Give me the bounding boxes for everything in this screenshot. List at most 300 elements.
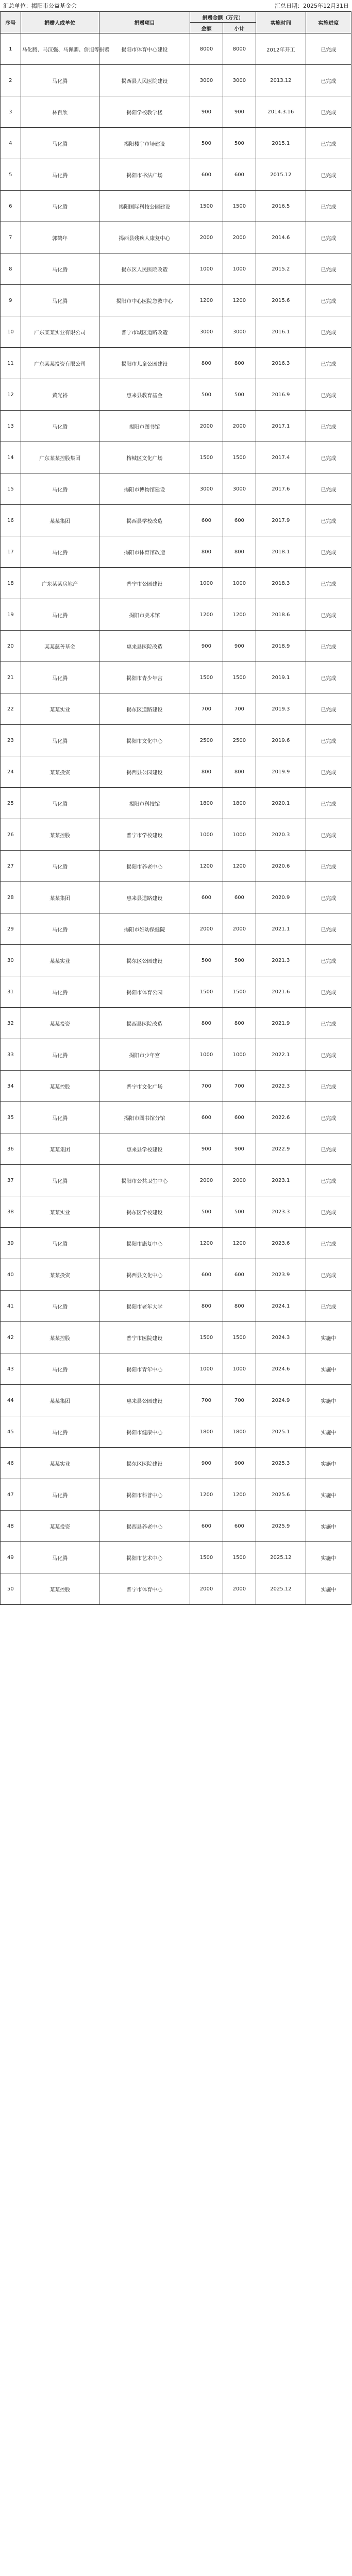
cell-subtotal: 2000 (223, 1573, 256, 1605)
cell-subtotal: 1000 (223, 253, 256, 285)
table-row (1, 662, 351, 693)
cell-subtotal: 3000 (223, 316, 256, 348)
cell-project: 惠来县学校建设 (99, 1133, 190, 1165)
cell-no: 11 (1, 348, 21, 379)
cell-amount: 2000 (190, 411, 223, 442)
table-row (1, 1542, 351, 1573)
cell-no: 10 (1, 316, 21, 348)
table-row (1, 882, 351, 913)
cell-subtotal: 900 (223, 1448, 256, 1479)
cell-start: 2022.9 (256, 1133, 306, 1165)
cell-project: 普宁市体育中心 (99, 1573, 190, 1605)
cell-amount: 1200 (190, 599, 223, 631)
cell-progress: 已完成 (306, 128, 351, 159)
cell-amount: 700 (190, 1071, 223, 1102)
cell-project: 揭西县残疾人康复中心 (99, 222, 190, 253)
cell-progress: 已完成 (306, 662, 351, 693)
cell-subtotal: 2500 (223, 725, 256, 756)
cell-project: 揭阳市少年宫 (99, 1039, 190, 1071)
cell-unit: 某某控股 (21, 1071, 99, 1102)
cell-unit: 某某控股 (21, 1322, 99, 1353)
cell-subtotal: 1500 (223, 1542, 256, 1573)
cell-no: 15 (1, 473, 21, 505)
cell-unit: 某某实业 (21, 1448, 99, 1479)
cell-start: 2025.6 (256, 1479, 306, 1511)
cell-unit: 马化腾 (21, 913, 99, 945)
cell-project: 普宁市文化广场 (99, 1071, 190, 1102)
cell-amount: 700 (190, 693, 223, 725)
cell-unit: 马化腾 (21, 1039, 99, 1071)
cell-amount: 500 (190, 1196, 223, 1228)
cell-unit: 广东某某控股集团 (21, 442, 99, 473)
cell-no: 35 (1, 1102, 21, 1133)
cell-subtotal: 2000 (223, 1165, 256, 1196)
cell-amount: 2000 (190, 1165, 223, 1196)
cell-start: 2016.1 (256, 316, 306, 348)
cell-no: 26 (1, 819, 21, 851)
cell-start: 2021.3 (256, 945, 306, 976)
table-row (1, 1479, 351, 1511)
table-row (1, 128, 351, 159)
cell-unit: 马化腾 (21, 1353, 99, 1385)
cell-amount: 1500 (190, 191, 223, 222)
cell-unit: 某某投资 (21, 756, 99, 788)
cell-unit: 马化腾 (21, 536, 99, 568)
cell-progress: 已完成 (306, 882, 351, 913)
cell-no: 8 (1, 253, 21, 285)
cell-amount: 2500 (190, 725, 223, 756)
cell-project: 揭阳市老年大学 (99, 1291, 190, 1322)
cell-project: 揭阳市图书馆分馆 (99, 1102, 190, 1133)
cell-progress: 已完成 (306, 1102, 351, 1133)
cell-start: 2025.12 (256, 1542, 306, 1573)
cell-project: 揭阳市科技馆 (99, 788, 190, 819)
cell-project: 普宁市城区道路改造 (99, 316, 190, 348)
cell-subtotal: 1800 (223, 1416, 256, 1448)
cell-project: 揭阳市体育中心建设 (99, 33, 190, 65)
cell-no: 37 (1, 1165, 21, 1196)
cell-subtotal: 500 (223, 945, 256, 976)
table-row (1, 442, 351, 473)
cell-start: 2023.3 (256, 1196, 306, 1228)
cell-unit: 某某实业 (21, 945, 99, 976)
cell-no: 21 (1, 662, 21, 693)
cell-project: 揭阳市儿童公园建设 (99, 348, 190, 379)
cell-start: 2017.4 (256, 442, 306, 473)
cell-subtotal: 1500 (223, 442, 256, 473)
cell-unit: 马化腾 (21, 1228, 99, 1259)
cell-project: 揭东区学校建设 (99, 1196, 190, 1228)
cell-progress: 已完成 (306, 976, 351, 1008)
cell-subtotal: 1200 (223, 599, 256, 631)
cell-start: 2020.9 (256, 882, 306, 913)
cell-progress: 已完成 (306, 316, 351, 348)
cell-start: 2021.6 (256, 976, 306, 1008)
cell-no: 14 (1, 442, 21, 473)
cell-amount: 2000 (190, 913, 223, 945)
cell-start: 2018.1 (256, 536, 306, 568)
cell-subtotal: 700 (223, 1071, 256, 1102)
cell-progress: 已完成 (306, 348, 351, 379)
cell-amount: 800 (190, 756, 223, 788)
cell-start: 2017.9 (256, 505, 306, 536)
cell-no: 5 (1, 159, 21, 191)
cell-project: 揭阳市美术馆 (99, 599, 190, 631)
cell-subtotal: 1800 (223, 788, 256, 819)
cell-progress: 已完成 (306, 33, 351, 65)
cell-progress: 已完成 (306, 191, 351, 222)
cell-start: 2025.3 (256, 1448, 306, 1479)
cell-progress: 已完成 (306, 222, 351, 253)
cell-amount: 900 (190, 1448, 223, 1479)
cell-start: 2016.9 (256, 379, 306, 411)
cell-no: 16 (1, 505, 21, 536)
cell-start: 2012年开工 (256, 33, 306, 65)
cell-start: 2021.9 (256, 1008, 306, 1039)
cell-project: 揭阳市书法广场 (99, 159, 190, 191)
cell-subtotal: 1200 (223, 285, 256, 316)
cell-amount: 1800 (190, 1416, 223, 1448)
cell-unit: 某某实业 (21, 1196, 99, 1228)
col-header-progress: 实施进度 (306, 12, 351, 33)
cell-subtotal: 600 (223, 1511, 256, 1542)
cell-amount: 1000 (190, 253, 223, 285)
cell-start: 2015.1 (256, 128, 306, 159)
cell-unit: 马化腾 (21, 662, 99, 693)
cell-progress: 已完成 (306, 1133, 351, 1165)
table-header-row (1, 12, 351, 23)
cell-unit: 马化腾、马汉强、马佩卿、詹旭等捐赠 (21, 33, 99, 65)
table-row (1, 1039, 351, 1071)
table-row (1, 505, 351, 536)
cell-unit: 马化腾 (21, 599, 99, 631)
cell-amount: 2000 (190, 222, 223, 253)
cell-amount: 1500 (190, 1322, 223, 1353)
cell-no: 40 (1, 1259, 21, 1291)
table-row (1, 1228, 351, 1259)
col-header-no: 序号 (1, 12, 21, 33)
cell-no: 9 (1, 285, 21, 316)
cell-start: 2025.12 (256, 1573, 306, 1605)
col-header-project: 捐赠项目 (99, 12, 190, 33)
cell-project: 揭阳市妇幼保健院 (99, 913, 190, 945)
cell-unit: 某某集团 (21, 505, 99, 536)
cell-unit: 马化腾 (21, 411, 99, 442)
table-row (1, 1291, 351, 1322)
cell-amount: 800 (190, 536, 223, 568)
cell-progress: 实施中 (306, 1542, 351, 1573)
cell-project: 惠来县医院改造 (99, 631, 190, 662)
cell-no: 6 (1, 191, 21, 222)
table-row (1, 1511, 351, 1542)
table-row (1, 348, 351, 379)
cell-amount: 3000 (190, 316, 223, 348)
cell-start: 2015.6 (256, 285, 306, 316)
col-header-unit: 捐赠人或单位 (21, 12, 99, 33)
cell-amount: 1500 (190, 662, 223, 693)
cell-unit: 某某投资 (21, 1511, 99, 1542)
cell-subtotal: 1200 (223, 1479, 256, 1511)
cell-unit: 马化腾 (21, 65, 99, 96)
cell-amount: 1200 (190, 851, 223, 882)
cell-amount: 500 (190, 945, 223, 976)
cell-amount: 1500 (190, 442, 223, 473)
cell-progress: 已完成 (306, 1071, 351, 1102)
cell-subtotal: 900 (223, 1133, 256, 1165)
cell-unit: 广东某某投资有限公司 (21, 348, 99, 379)
cell-no: 43 (1, 1353, 21, 1385)
cell-no: 7 (1, 222, 21, 253)
donation-table (0, 11, 351, 1605)
cell-subtotal: 1500 (223, 976, 256, 1008)
table-row (1, 599, 351, 631)
cell-progress: 已完成 (306, 1291, 351, 1322)
cell-subtotal: 800 (223, 756, 256, 788)
cell-unit: 马化腾 (21, 976, 99, 1008)
cell-progress: 已完成 (306, 1165, 351, 1196)
cell-amount: 600 (190, 159, 223, 191)
cell-start: 2022.3 (256, 1071, 306, 1102)
table-row (1, 756, 351, 788)
cell-no: 18 (1, 568, 21, 599)
table-row (1, 1448, 351, 1479)
cell-no: 25 (1, 788, 21, 819)
cell-progress: 已完成 (306, 599, 351, 631)
cell-amount: 600 (190, 1102, 223, 1133)
cell-subtotal: 1200 (223, 1228, 256, 1259)
cell-amount: 800 (190, 1008, 223, 1039)
cell-start: 2023.1 (256, 1165, 306, 1196)
cell-start: 2016.3 (256, 348, 306, 379)
cell-subtotal: 1000 (223, 819, 256, 851)
cell-amount: 1200 (190, 1228, 223, 1259)
cell-start: 2025.1 (256, 1416, 306, 1448)
cell-no: 39 (1, 1228, 21, 1259)
cell-progress: 已完成 (306, 285, 351, 316)
cell-no: 4 (1, 128, 21, 159)
cell-project: 揭阳楼宇市场建设 (99, 128, 190, 159)
cell-subtotal: 900 (223, 96, 256, 128)
cell-project: 普宁市学校建设 (99, 819, 190, 851)
table-row (1, 693, 351, 725)
cell-start: 2015.2 (256, 253, 306, 285)
cell-no: 19 (1, 599, 21, 631)
cell-amount: 600 (190, 505, 223, 536)
cell-project: 揭东区医院建设 (99, 1448, 190, 1479)
cell-no: 45 (1, 1416, 21, 1448)
cell-progress: 已完成 (306, 1008, 351, 1039)
cell-no: 22 (1, 693, 21, 725)
cell-no: 3 (1, 96, 21, 128)
cell-start: 2014.6 (256, 222, 306, 253)
cell-unit: 马化腾 (21, 285, 99, 316)
table-row (1, 913, 351, 945)
cell-progress: 实施中 (306, 1479, 351, 1511)
table-row (1, 725, 351, 756)
cell-unit: 某某投资 (21, 1259, 99, 1291)
cell-subtotal: 8000 (223, 33, 256, 65)
cell-amount: 900 (190, 631, 223, 662)
cell-start: 2019.6 (256, 725, 306, 756)
cell-unit: 马化腾 (21, 1416, 99, 1448)
cell-amount: 600 (190, 1259, 223, 1291)
cell-subtotal: 1000 (223, 1039, 256, 1071)
cell-project: 揭阳国际科技公园建设 (99, 191, 190, 222)
cell-project: 揭阳市中心医院急救中心 (99, 285, 190, 316)
cell-progress: 已完成 (306, 442, 351, 473)
table-row (1, 33, 351, 65)
cell-progress: 已完成 (306, 1259, 351, 1291)
cell-subtotal: 700 (223, 1385, 256, 1416)
cell-amount: 800 (190, 348, 223, 379)
cell-amount: 800 (190, 1291, 223, 1322)
cell-project: 惠来县公园建设 (99, 1385, 190, 1416)
table-row (1, 379, 351, 411)
cell-progress: 已完成 (306, 1228, 351, 1259)
document-header (0, 0, 352, 11)
cell-project: 揭阳市青少年宫 (99, 662, 190, 693)
cell-progress: 已完成 (306, 913, 351, 945)
cell-no: 46 (1, 1448, 21, 1479)
cell-project: 揭阳学校教学楼 (99, 96, 190, 128)
cell-no: 30 (1, 945, 21, 976)
table-row (1, 945, 351, 976)
cell-project: 榕城区文化广场 (99, 442, 190, 473)
table-row (1, 976, 351, 1008)
cell-project: 普宁市医院建设 (99, 1322, 190, 1353)
table-row (1, 1322, 351, 1353)
cell-unit: 马化腾 (21, 1291, 99, 1322)
cell-no: 32 (1, 1008, 21, 1039)
cell-progress: 已完成 (306, 411, 351, 442)
cell-progress: 已完成 (306, 819, 351, 851)
cell-start: 2020.3 (256, 819, 306, 851)
col-header-amount: 金额 (190, 23, 223, 33)
cell-progress: 已完成 (306, 725, 351, 756)
cell-subtotal: 2000 (223, 411, 256, 442)
cell-amount: 3000 (190, 473, 223, 505)
table-row (1, 191, 351, 222)
cell-start: 2019.3 (256, 693, 306, 725)
cell-progress: 已完成 (306, 96, 351, 128)
cell-amount: 1000 (190, 819, 223, 851)
table-row (1, 1102, 351, 1133)
cell-progress: 已完成 (306, 693, 351, 725)
cell-unit: 某某控股 (21, 1573, 99, 1605)
col-header-subtotal: 小计 (223, 23, 256, 33)
cell-amount: 500 (190, 128, 223, 159)
table-row (1, 1416, 351, 1448)
cell-unit: 马化腾 (21, 128, 99, 159)
cell-progress: 实施中 (306, 1322, 351, 1353)
cell-progress: 已完成 (306, 505, 351, 536)
cell-subtotal: 600 (223, 1102, 256, 1133)
cell-progress: 已完成 (306, 253, 351, 285)
cell-start: 2019.9 (256, 756, 306, 788)
cell-unit: 林百欣 (21, 96, 99, 128)
cell-project: 揭东区道路建设 (99, 693, 190, 725)
cell-start: 2024.3 (256, 1322, 306, 1353)
cell-no: 34 (1, 1071, 21, 1102)
cell-no: 44 (1, 1385, 21, 1416)
cell-project: 揭西县养老中心 (99, 1511, 190, 1542)
cell-project: 揭阳市健康中心 (99, 1416, 190, 1448)
cell-amount: 8000 (190, 33, 223, 65)
cell-start: 2025.9 (256, 1511, 306, 1542)
cell-project: 揭阳市博物馆建设 (99, 473, 190, 505)
cell-no: 27 (1, 851, 21, 882)
cell-start: 2018.6 (256, 599, 306, 631)
cell-amount: 700 (190, 1385, 223, 1416)
cell-progress: 已完成 (306, 379, 351, 411)
cell-start: 2024.9 (256, 1385, 306, 1416)
cell-no: 42 (1, 1322, 21, 1353)
cell-project: 揭西县医院改造 (99, 1008, 190, 1039)
cell-subtotal: 1000 (223, 568, 256, 599)
cell-subtotal: 500 (223, 1196, 256, 1228)
table-row (1, 1259, 351, 1291)
col-header-start: 实施时间 (256, 12, 306, 33)
cell-project: 揭阳市公共卫生中心 (99, 1165, 190, 1196)
cell-no: 1 (1, 33, 21, 65)
cell-subtotal: 1000 (223, 1353, 256, 1385)
cell-unit: 某某集团 (21, 1133, 99, 1165)
summary-date: 汇总日期：2025年12月31日 (275, 3, 349, 9)
cell-subtotal: 900 (223, 631, 256, 662)
table-body (1, 33, 351, 1605)
cell-start: 2018.3 (256, 568, 306, 599)
cell-unit: 某某慈善基金 (21, 631, 99, 662)
cell-amount: 1200 (190, 1479, 223, 1511)
cell-amount: 600 (190, 882, 223, 913)
cell-unit: 郭鹤年 (21, 222, 99, 253)
cell-amount: 900 (190, 96, 223, 128)
cell-no: 12 (1, 379, 21, 411)
cell-subtotal: 600 (223, 882, 256, 913)
cell-unit: 某某投资 (21, 1008, 99, 1039)
cell-subtotal: 1500 (223, 1322, 256, 1353)
cell-start: 2018.9 (256, 631, 306, 662)
cell-subtotal: 3000 (223, 65, 256, 96)
cell-progress: 已完成 (306, 536, 351, 568)
table-row (1, 1196, 351, 1228)
table-row (1, 285, 351, 316)
cell-progress: 已完成 (306, 65, 351, 96)
cell-no: 41 (1, 1291, 21, 1322)
cell-unit: 某某集团 (21, 882, 99, 913)
cell-project: 惠来县教育基金 (99, 379, 190, 411)
cell-project: 惠来县道路建设 (99, 882, 190, 913)
cell-no: 47 (1, 1479, 21, 1511)
cell-subtotal: 800 (223, 1008, 256, 1039)
cell-project: 揭阳市科普中心 (99, 1479, 190, 1511)
cell-start: 2021.1 (256, 913, 306, 945)
table-row (1, 96, 351, 128)
cell-subtotal: 800 (223, 348, 256, 379)
cell-subtotal: 2000 (223, 222, 256, 253)
cell-no: 24 (1, 756, 21, 788)
cell-progress: 实施中 (306, 1511, 351, 1542)
table-row (1, 1133, 351, 1165)
table-row (1, 411, 351, 442)
cell-progress: 已完成 (306, 473, 351, 505)
cell-project: 揭东区公园建设 (99, 945, 190, 976)
cell-start: 2023.6 (256, 1228, 306, 1259)
cell-project: 揭阳市图书馆 (99, 411, 190, 442)
cell-start: 2024.1 (256, 1291, 306, 1322)
cell-progress: 已完成 (306, 159, 351, 191)
table-row (1, 222, 351, 253)
